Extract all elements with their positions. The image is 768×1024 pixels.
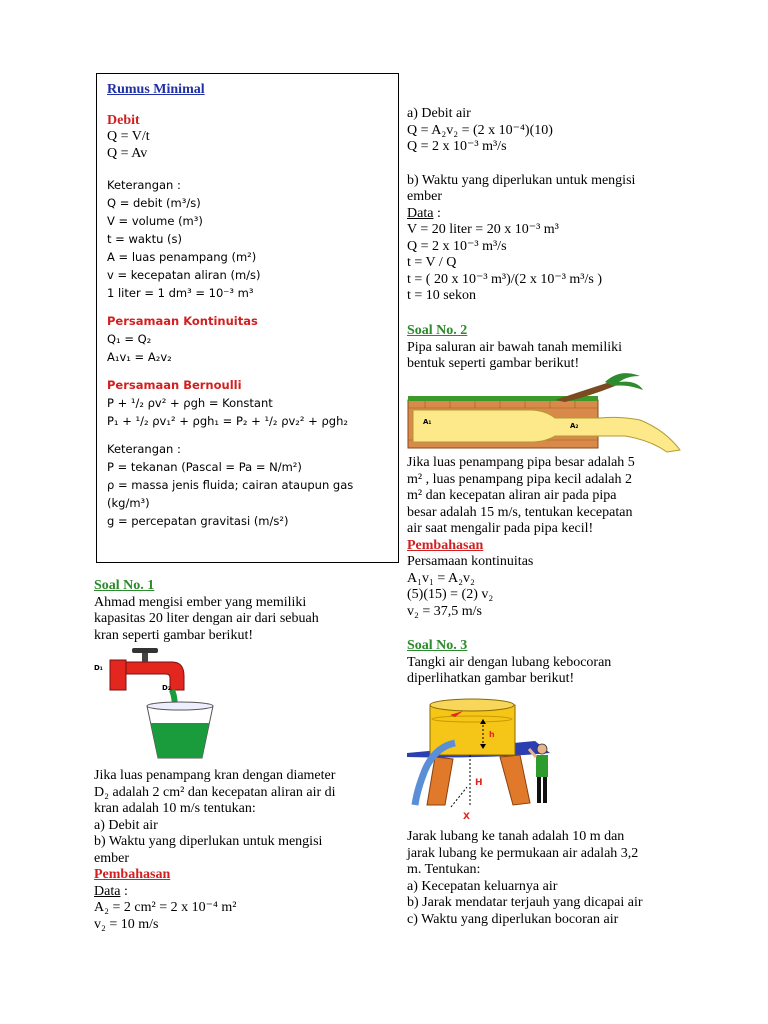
soal1-question-line: a) Debit air: [94, 817, 158, 833]
answer-a-line: a) Debit air: [407, 106, 471, 121]
answer-a-line: Q = 2 x 10⁻³ m³/s: [407, 139, 507, 154]
soal2-solution-line: v₂ = 37,5 m/s: [407, 603, 483, 619]
keterangan2-item: (kg/m³): [107, 496, 150, 510]
keterangan1-item: V = volume (m³): [107, 214, 203, 228]
soal1-question-line: kran adalah 10 m/s tentukan:: [94, 801, 256, 816]
person-body: [536, 755, 548, 777]
soal2-solution-line: A₁v₁ = A₂v₂: [407, 570, 475, 586]
answer-b-data-line: t = ( 20 x 10⁻³ m³)/(2 x 10⁻³ m³/s ): [407, 271, 603, 287]
answer-b-data-line: V = 20 liter = 20 x 10⁻³ m³: [407, 222, 559, 237]
person-head: [537, 744, 547, 754]
faucet-handle: [132, 648, 158, 653]
soal2-intro-block: [407, 323, 677, 373]
answer-b-data-line: Q = 2 x 10⁻³ m³/s: [407, 238, 507, 254]
soal3-question-line: a) Kecepatan keluarnya air: [407, 878, 558, 894]
faucet-figure: [92, 644, 232, 764]
soal2-question-line: Jika luas penampang pipa besar adalah 5: [407, 455, 635, 470]
label-d1: D₁: [94, 664, 103, 672]
soal1-intro-line: Ahmad mengisi ember yang memiliki: [94, 594, 307, 610]
keterangan2-item: ρ = massa jenis fluida; cairan ataupun gas: [107, 478, 354, 492]
keterangan1-item: v = kecepatan aliran (m/s): [107, 268, 261, 282]
soal2-intro-line: Pipa saluran air bawah tanah memiliki: [407, 339, 622, 355]
soal1-intro-line: kapasitas 20 liter dengan air dari sebuah: [94, 611, 319, 626]
label-h: h: [489, 730, 495, 739]
soal1-heading: Soal No. 1: [94, 578, 155, 593]
formula-box: [96, 73, 399, 563]
kontinuitas-line: A₁v₁ = A₂v₂: [107, 350, 172, 364]
soal2-solution-line: (5)(15) = (2) v₂: [407, 587, 494, 602]
soal2-question-line: m² dan kecepatan aliran air pada pipa: [407, 488, 617, 503]
soal3-question-block: [407, 829, 692, 928]
soal1-data-line: v₂ = 10 m/s: [94, 916, 159, 932]
soal3-question-line: Jarak lubang ke tanah adalah 10 m dan: [407, 829, 625, 844]
soal2-question-line: m² , luas penampang pipa kecil adalah 2: [407, 471, 633, 487]
tank-leg-right: [500, 755, 530, 805]
kontinuitas-line: Q₁ = Q₂: [107, 332, 152, 346]
soal1-question-line: b) Waktu yang diperlukan untuk mengisi: [94, 834, 323, 849]
answer-b-line: ember: [407, 189, 442, 204]
tank-top: [430, 699, 514, 711]
bernoulli-line: P₁ + ¹/₂ ρv₁² + ρgh₁ = P₂ + ¹/₂ ρv₂² + ρgh₂: [107, 414, 348, 428]
soal1-data-suffix: :: [120, 883, 128, 899]
debit-heading: Debit: [107, 112, 140, 128]
soal1-answer-block: [407, 106, 677, 305]
keterangan1-item: 1 liter = 1 dm³ = 10⁻³ m³: [107, 286, 254, 300]
bucket-water: [151, 723, 209, 758]
soal1-question-line: ember: [94, 850, 129, 866]
bucket-rim: [147, 702, 213, 710]
debit-line-2: Q = Av: [107, 145, 148, 161]
soal1-question-line: Jika luas penampang kran dengan diameter: [94, 768, 336, 783]
answer-b-line: b) Waktu yang diperlukan untuk mengisi: [407, 172, 636, 188]
answer-b-data-label-line: [407, 206, 677, 223]
label-H: H: [475, 778, 483, 788]
soal3-intro-block: [407, 638, 687, 688]
soal3-intro-line: diperlihatkan gambar berikut!: [407, 671, 575, 686]
soal3-question-line: m. Tentukan:: [407, 862, 481, 877]
label-a2: A₂: [570, 422, 579, 430]
soal3-question-line: c) Waktu yang diperlukan bocoran air: [407, 911, 619, 927]
soal1-question-line: D₂ adalah 2 cm² dan kecepatan aliran air di: [94, 784, 336, 800]
dim-x-line: [451, 787, 467, 807]
soal3-intro-line: Tangki air dengan lubang kebocoran: [407, 654, 612, 670]
keterangan2-item: P = tekanan (Pascal = Pa = N/m²): [107, 460, 302, 474]
kontinuitas-heading: Persamaan Kontinuitas: [107, 314, 258, 328]
answer-b-data-line: t = 10 sekon: [407, 288, 476, 303]
soal1-data-label-line: [94, 884, 394, 901]
soal2-heading: Soal No. 2: [407, 323, 468, 338]
soal2-question-line: besar adalah 15 m/s, tentukan kecepatan: [407, 504, 633, 520]
person-leg-right: [543, 777, 547, 803]
soal1-question-block: [94, 768, 394, 933]
person-leg-left: [537, 777, 541, 803]
label-a1: A₁: [423, 418, 432, 426]
faucet-inlet: [110, 660, 126, 690]
keterangan2-item: g = percepatan gravitasi (m/s²): [107, 514, 289, 528]
bernoulli-heading: Persamaan Bernoulli: [107, 378, 242, 392]
soal3-question-line: jarak lubang ke permukaan air adalah 3,2: [407, 845, 639, 861]
pipe-figure: [405, 370, 690, 455]
box-title: Rumus Minimal: [107, 82, 205, 97]
soal2-question-block: [407, 455, 687, 620]
soal1-pembahasan: Pembahasan: [94, 867, 171, 882]
keterangan1-heading: Keterangan :: [107, 178, 181, 192]
soal2-intro-line: bentuk seperti gambar berikut!: [407, 356, 580, 371]
answer-b-data-line: t = V / Q: [407, 255, 457, 270]
tank-figure: [405, 695, 565, 825]
answer-a-line: Q = A₂v₂ = (2 x 10⁻⁴)(10): [407, 122, 553, 138]
soal3-heading: Soal No. 3: [407, 638, 468, 653]
bernoulli-line: P + ¹/₂ ρv² + ρgh = Konstant: [107, 396, 273, 410]
soal1-data-label: Data: [94, 883, 121, 899]
keterangan1-item: A = luas penampang (m²): [107, 250, 257, 264]
label-x: X: [463, 812, 470, 822]
keterangan1-item: t = waktu (s): [107, 232, 182, 246]
soal1-intro-line: kran seperti gambar berikut!: [94, 627, 253, 643]
keterangan1-item: Q = debit (m³/s): [107, 196, 201, 210]
soal2-solution-line: Persamaan kontinuitas: [407, 554, 534, 569]
soal3-question-line: b) Jarak mendatar terjauh yang dicapai air: [407, 895, 643, 910]
soal2-pembahasan: Pembahasan: [407, 537, 484, 553]
soal2-question-line: air saat mengalir pada pipa kecil!: [407, 521, 594, 536]
faucet-body: [126, 662, 184, 690]
faucet-valve-stem: [142, 652, 148, 662]
soal1-intro-block: [94, 578, 394, 644]
soal1-data-line: A₂ = 2 cm² = 2 x 10⁻⁴ m²: [94, 900, 237, 915]
answer-b-data-label: Data: [407, 205, 434, 221]
label-d2: D₂: [162, 684, 171, 692]
debit-line-1: Q = V/t: [107, 129, 150, 144]
keterangan2-heading: Keterangan :: [107, 442, 181, 456]
answer-b-data-suffix: :: [433, 205, 441, 221]
